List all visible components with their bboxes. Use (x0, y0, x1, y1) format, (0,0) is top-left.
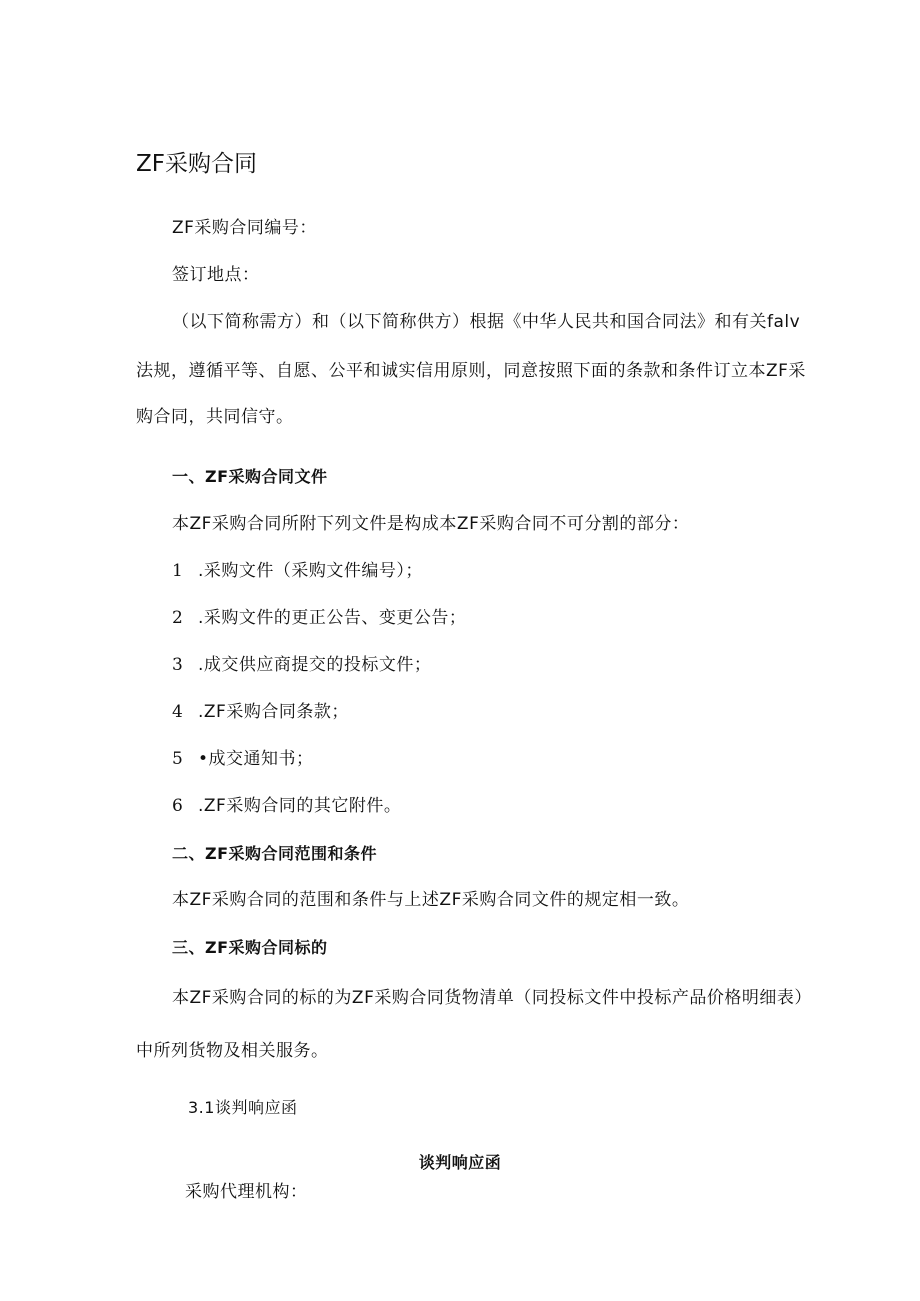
list-item-number: 2 (172, 608, 184, 628)
signing-place-label: 签订地点： (172, 265, 260, 285)
list-item (172, 795, 401, 817)
document-title: ZF采购合同 (136, 151, 257, 177)
agency-label: 采购代理机构： (185, 1182, 308, 1202)
list-item-text: •成交通知书； (198, 749, 314, 769)
intro-line-1: （以下简称需方）和（以下简称供方）根据《中华人民共和国合同法》和有关falv (172, 312, 801, 332)
list-item (172, 654, 431, 676)
section-1-heading: 一、ZF采购合同文件 (172, 467, 328, 486)
response-letter-heading: 谈判响应函 (418, 1153, 502, 1172)
list-item-text: .ZF采购合同的其它附件。 (198, 796, 402, 816)
list-item (172, 607, 466, 629)
section-3-body-line-1: 本ZF采购合同的标的为ZF采购合同货物清单（同投标文件中投标产品价格明细表） (172, 988, 812, 1008)
section-2-body: 本ZF采购合同的范围和条件与上述ZF采购合同文件的规定相一致。 (172, 890, 690, 910)
list-item (172, 701, 349, 723)
list-item-text: .成交供应商提交的投标文件； (198, 655, 432, 675)
list-item-number: 1 (172, 561, 184, 581)
subsection-title: 3.1谈判响应函 (188, 1098, 298, 1117)
list-item-number: 6 (172, 796, 184, 816)
section-3-body-line-2: 中所列货物及相关服务。 (136, 1041, 329, 1061)
section-1-intro: 本ZF采购合同所附下列文件是构成本ZF采购合同不可分割的部分： (172, 514, 690, 534)
list-item-text: .ZF采购合同条款； (198, 702, 349, 722)
list-item-text: .采购文件的更正公告、变更公告； (198, 608, 467, 628)
list-item-number: 5 (172, 749, 184, 769)
list-item (172, 748, 314, 770)
list-item (172, 560, 423, 582)
section-3-heading: 三、ZF采购合同标的 (172, 938, 328, 957)
list-item-text: .采购文件（采购文件编号）； (198, 561, 423, 581)
intro-line-2: 法规，遵循平等、自愿、公平和诚实信用原则，同意按照下面的条款和条件订立本ZF采 (136, 361, 806, 381)
list-item-number: 4 (172, 702, 184, 722)
contract-number-label: ZF采购合同编号： (172, 218, 317, 238)
intro-line-3: 购合同，共同信守。 (136, 407, 294, 427)
list-item-number: 3 (172, 655, 184, 675)
section-2-heading: 二、ZF采购合同范围和条件 (172, 844, 378, 863)
